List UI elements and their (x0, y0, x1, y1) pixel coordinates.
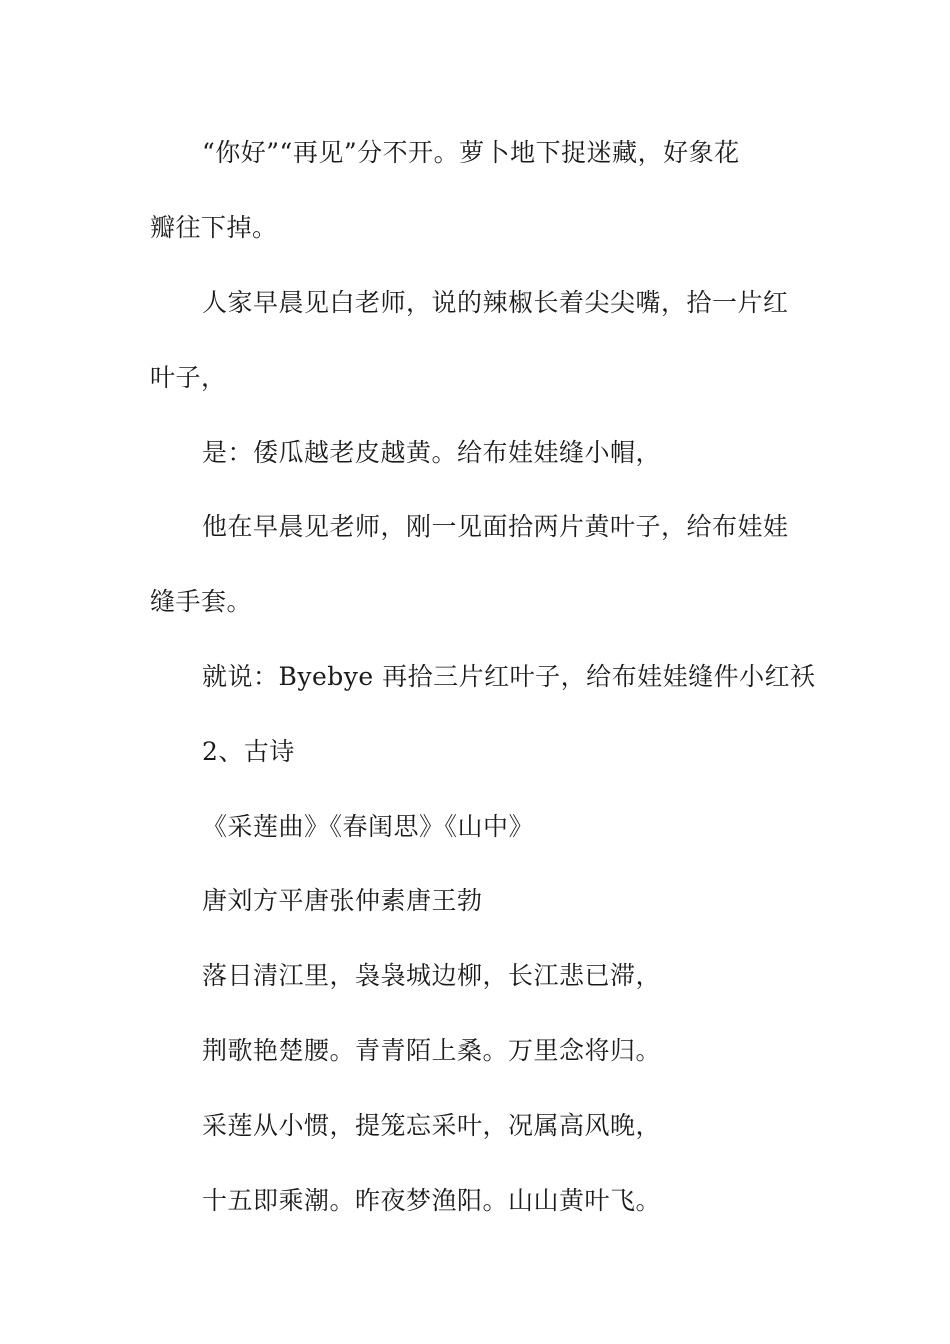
text-line-1: “你好”“再见”分不开。萝卜地下捉迷藏，好象花 (202, 138, 740, 167)
text-line-6: 他在早晨见老师，刚一见面拾两片黄叶子，给布娃娃 (202, 512, 789, 541)
text-line-7: 缝手套。 (150, 587, 253, 616)
poem-line-2: 荆歌艳楚腰。青青陌上桑。万里念将归。 (202, 1036, 662, 1065)
poem-authors: 唐刘方平唐张仲素唐王勃 (202, 886, 483, 915)
poem-titles: 《采莲曲》《春闺思》《山中》 (202, 812, 535, 841)
text-line-4: 叶子， (150, 363, 227, 392)
text-line-3: 人家早晨见白老师，说的辣椒长着尖尖嘴，拾一片红 (202, 288, 789, 317)
text-line-2: 瓣往下掉。 (150, 213, 278, 242)
poem-line-4: 十五即乘潮。昨夜梦渔阳。山山黄叶飞。 (202, 1186, 662, 1215)
text-line-8: 就说：Byebye 再拾三片红叶子，给布娃娃缝件小红袄 (202, 662, 816, 691)
poem-line-3: 采莲从小惯，提笼忘采叶，况属高风晚， (202, 1111, 662, 1140)
section-heading: 2、古诗 (202, 737, 295, 766)
poem-line-1: 落日清江里，袅袅城边柳，长江悲已滞， (202, 961, 662, 990)
text-line-5: 是：倭瓜越老皮越黄。给布娃娃缝小帽， (202, 438, 662, 467)
